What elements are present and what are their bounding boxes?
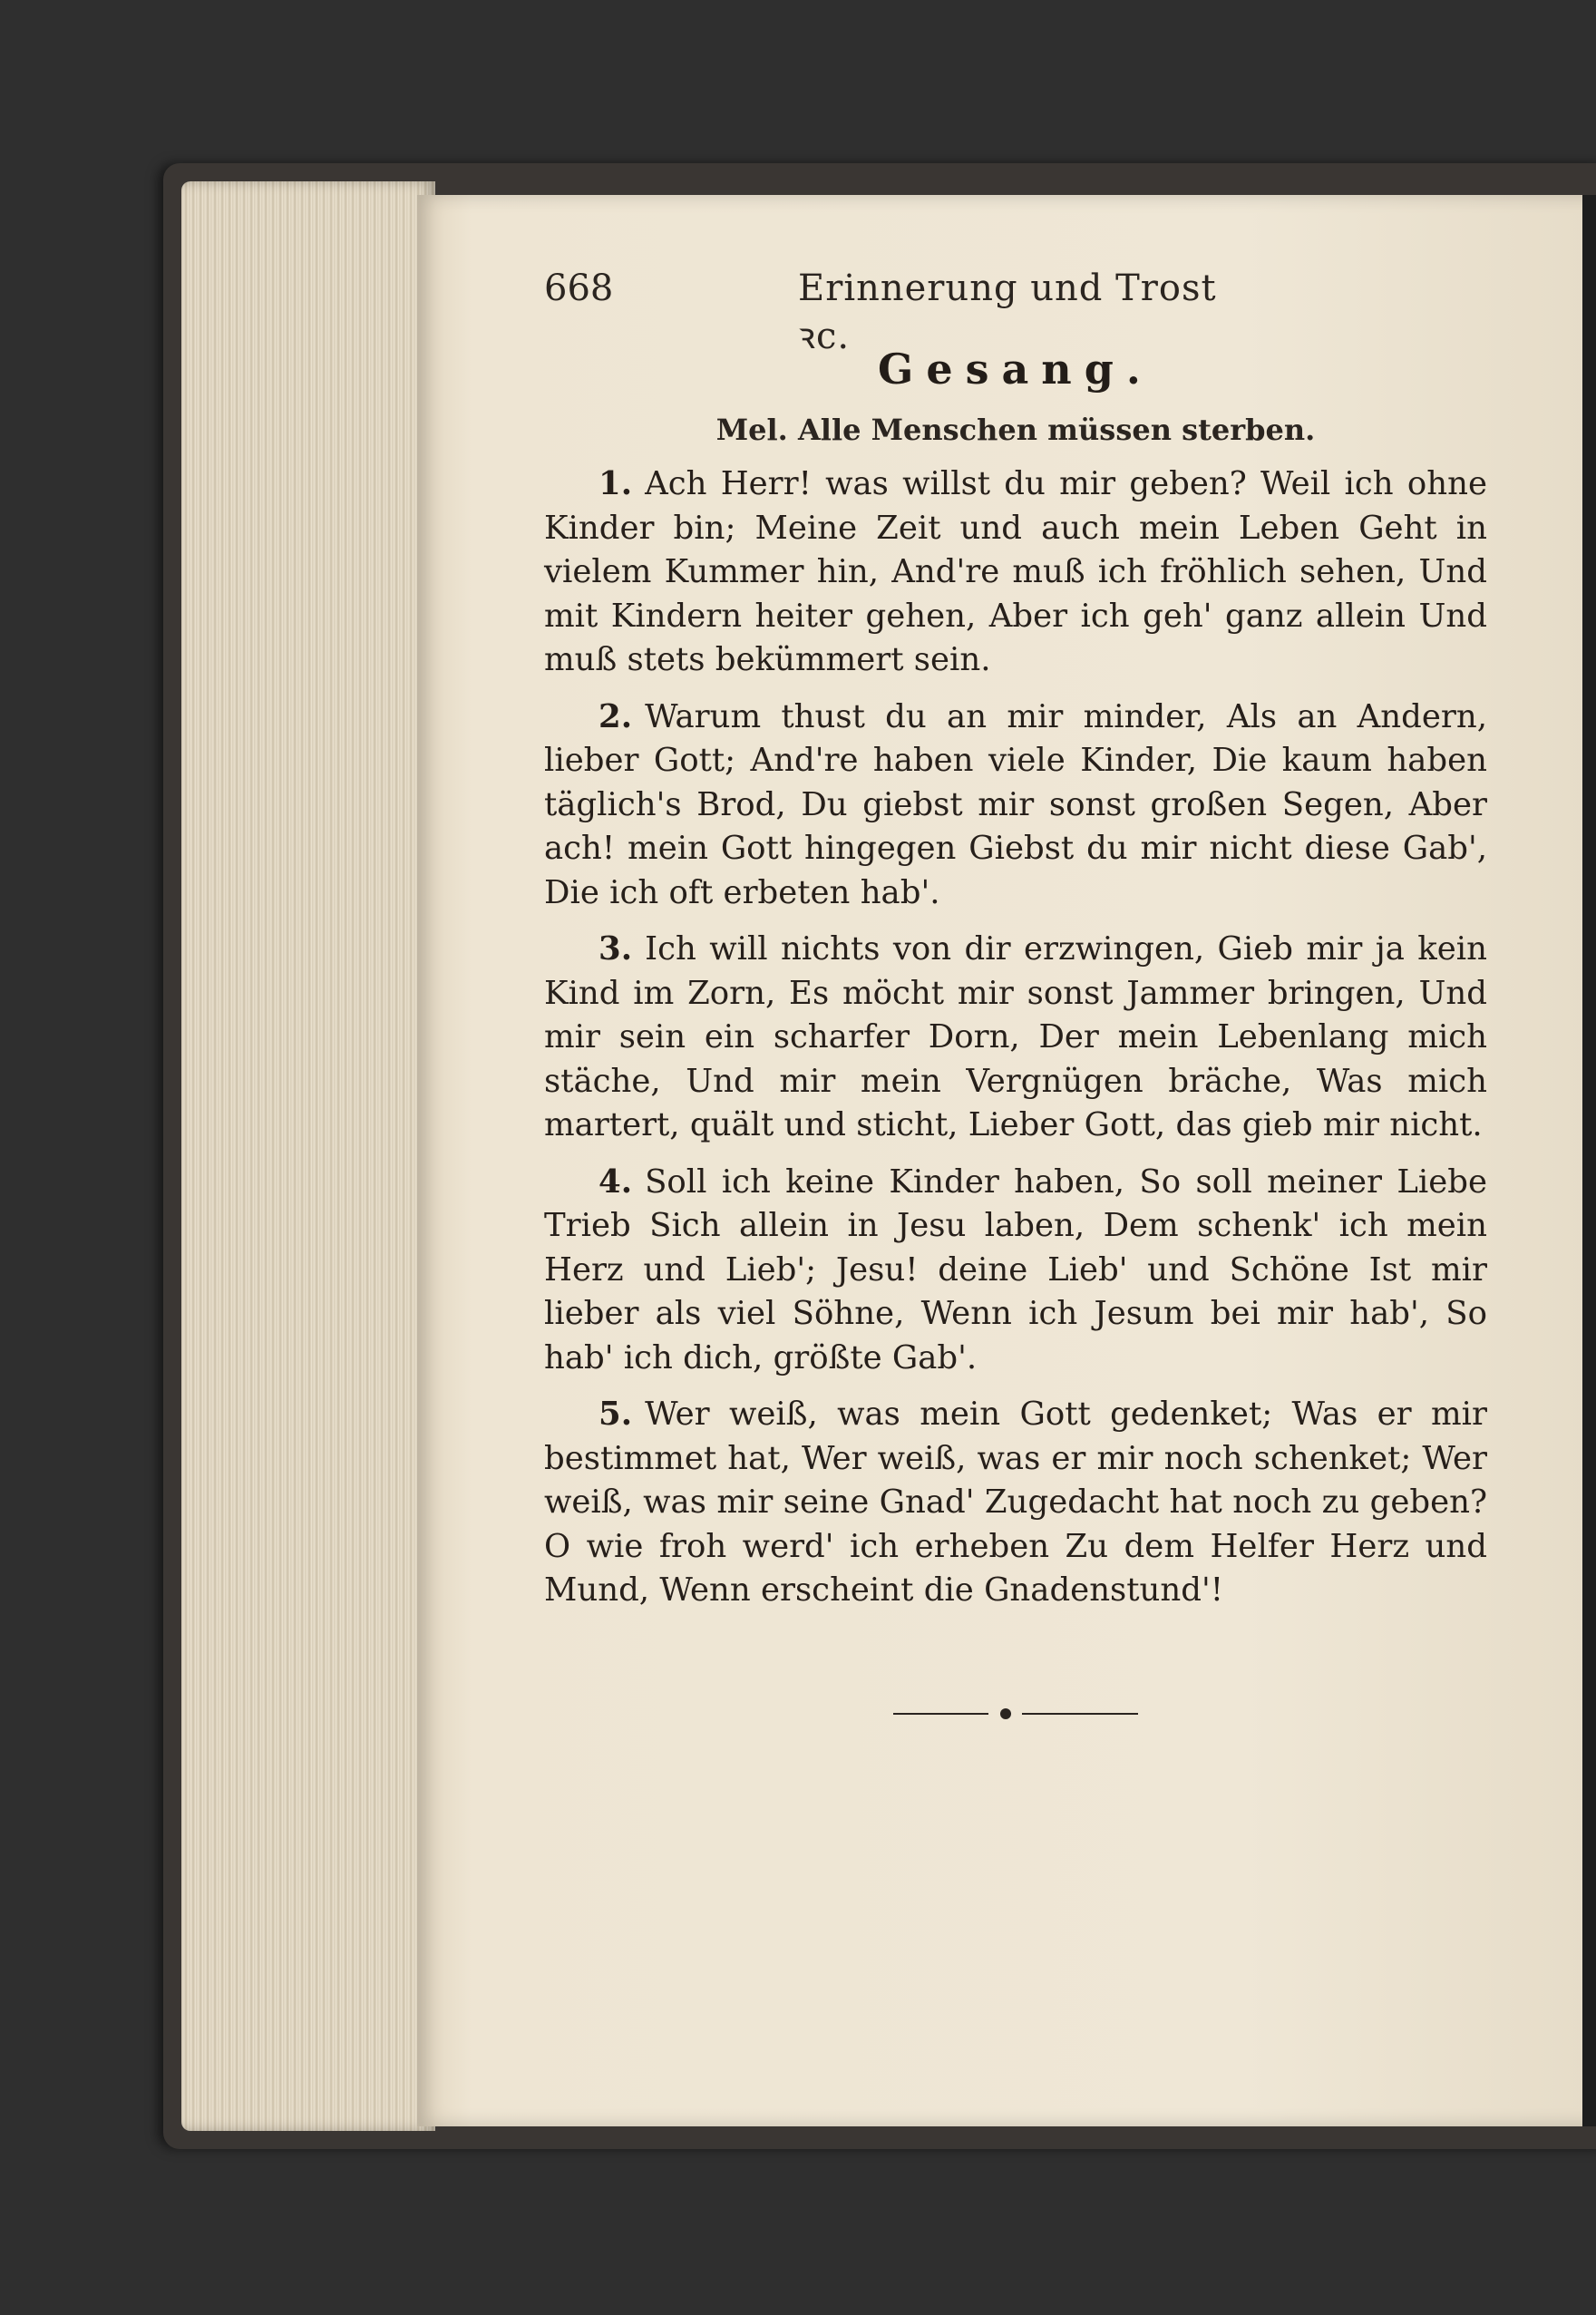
verse-text: Ich will nichts von dir erzwingen, Gieb mir ja kein Kind im Zorn, Es möcht mir sonst Jammer bringen, Und mir sein ein scharfer Dorn, Der mein Lebenlang mich stäche, Und mir mein Vergnügen bräche, Was mich martert, quält und sticht, Lieber Gott, das gieb mir nicht. bbox=[544, 930, 1487, 1143]
hymn-title: Gesang. bbox=[878, 345, 1153, 394]
page-shadow-edge bbox=[1582, 195, 1596, 2126]
verse-number: 3. bbox=[598, 930, 633, 968]
melody-line: Mel. Alle Menschen müssen sterben. bbox=[715, 413, 1316, 447]
verse-text: Soll ich keine Kinder haben, So soll meiner Liebe Trieb Sich allein in Jesu laben, Dem schenk' ich mein Herz und Lieb'; Jesu! deine Lieb' und Schöne Ist mir lieber als viel Söhne, Wenn ich Jesum bei mir hab', So hab' ich dich, größte Gab'. bbox=[544, 1162, 1487, 1376]
end-ornament bbox=[893, 1705, 1138, 1723]
verse bbox=[544, 1161, 1487, 1381]
verse-number: 4. bbox=[598, 1162, 633, 1201]
verse bbox=[544, 1393, 1487, 1613]
page-number: 668 bbox=[544, 267, 614, 309]
verse-number: 1. bbox=[598, 465, 633, 502]
verse bbox=[544, 928, 1487, 1148]
verse-text: Warum thust du an mir minder, Als an Andern, lieber Gott; And're haben viele Kinder, Die kaum haben täglich's Brod, Du giebst mir sonst großen Segen, Aber ach! mein Gott hingegen Giebst du mir nicht diese Gab', Die ich oft erbeten hab'. bbox=[544, 697, 1487, 911]
verse-list bbox=[544, 462, 1487, 1626]
running-title: Erinnerung und Trost ꝛc. bbox=[798, 267, 1217, 357]
verse-text: Ach Herr! was willst du mir geben? Weil ich ohne Kinder bin; Meine Zeit und auch mein Leben Geht in vielem Kummer hin, And're muß ich fröhlich sehen, Und mit Kindern heiter gehen, Aber ich geh' ganz allein Und muß stets bekümmert sein. bbox=[544, 465, 1487, 678]
verse-text: Wer weiß, was mein Gott gedenket; Was er mir bestimmet hat, Wer weiß, was er mir noch schenket; Wer weiß, was mir seine Gnad' Zugedacht hat noch zu geben? O wie froh werd' ich erheben Zu dem Helfer Herz und Mund, Wenn erscheint die Gnadenstund'! bbox=[544, 1396, 1487, 1609]
verse-number: 5. bbox=[598, 1396, 633, 1433]
verse bbox=[544, 462, 1487, 683]
page-edges bbox=[181, 181, 435, 2131]
verse-number: 2. bbox=[598, 697, 633, 735]
verse bbox=[544, 695, 1487, 916]
